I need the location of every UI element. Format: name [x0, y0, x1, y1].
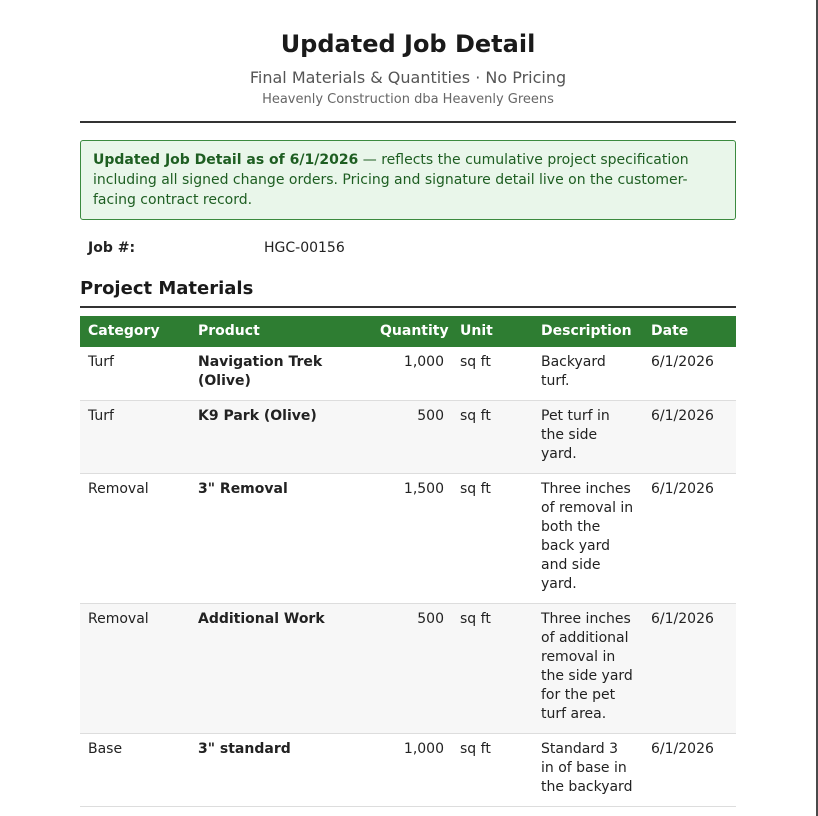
section-title-materials: Project Materials [80, 278, 254, 299]
column-header-unit: Unit [460, 323, 493, 339]
column-header-description: Description [541, 323, 632, 339]
cell-product: 3" Removal [198, 481, 288, 497]
notice-lead: Updated Job Detail as of 6/1/2026 [93, 152, 359, 168]
cell-category: Removal [88, 611, 149, 627]
page-subtitle: Final Materials & Quantities · No Pricing [249, 68, 567, 87]
update-notice [80, 140, 736, 220]
document [80, 0, 736, 807]
cell-unit: sq ft [460, 408, 491, 424]
cell-category: Turf [88, 354, 114, 370]
cell-date: 6/1/2026 [651, 354, 714, 370]
job-number-value: HGC-00156 [264, 240, 345, 256]
job-number-row [80, 239, 736, 257]
column-header-quantity: Quantity [380, 323, 449, 339]
page-title: Updated Job Detail [280, 30, 536, 58]
column-header-product: Product [198, 323, 260, 339]
cell-category: Removal [88, 481, 149, 497]
cell-product: Additional Work [198, 611, 325, 627]
cell-unit: sq ft [460, 741, 491, 757]
cell-date: 6/1/2026 [651, 408, 714, 424]
cell-description: Backyard turf. [541, 354, 606, 389]
cell-quantity: 1,000 [403, 741, 444, 757]
cell-unit: sq ft [460, 611, 491, 627]
job-number-label: Job #: [88, 240, 136, 256]
section-divider [80, 306, 736, 308]
column-header-date: Date [651, 323, 689, 339]
table-row [80, 401, 736, 474]
cell-description: Standard 3 in of base in the backyard [541, 741, 633, 795]
table-row [80, 604, 736, 734]
cell-description: Three inches of removal in both the back yard and side yard. [541, 481, 634, 592]
header-divider [80, 121, 736, 123]
materials-table [80, 316, 736, 807]
cell-quantity: 1,000 [403, 354, 444, 370]
table-row [80, 734, 736, 807]
cell-description: Three inches of additional removal in the side yard for the pet turf area. [541, 611, 633, 722]
notice-body: — reflects the cumulative project specification including all signed change orders. Pricing and signature detail live on the customer-facing contract record. [93, 152, 689, 208]
cell-quantity: 500 [417, 611, 444, 627]
cell-date: 6/1/2026 [651, 481, 714, 497]
cell-product: Navigation Trek (Olive) [198, 354, 323, 389]
cell-description: Pet turf in the side yard. [541, 408, 610, 462]
cell-unit: sq ft [460, 481, 491, 497]
company-name: Heavenly Construction dba Heavenly Greens [262, 92, 554, 107]
table-row [80, 347, 736, 401]
cell-quantity: 1,500 [403, 481, 444, 497]
cell-date: 6/1/2026 [651, 741, 714, 757]
cell-category: Turf [88, 408, 114, 424]
table-row [80, 474, 736, 604]
cell-date: 6/1/2026 [651, 611, 714, 627]
cell-unit: sq ft [460, 354, 491, 370]
cell-product: K9 Park (Olive) [198, 408, 317, 424]
table-header-row [80, 316, 736, 347]
cell-quantity: 500 [417, 408, 444, 424]
column-header-category: Category [88, 323, 160, 339]
cell-category: Base [88, 741, 123, 757]
cell-product: 3" standard [198, 741, 291, 757]
